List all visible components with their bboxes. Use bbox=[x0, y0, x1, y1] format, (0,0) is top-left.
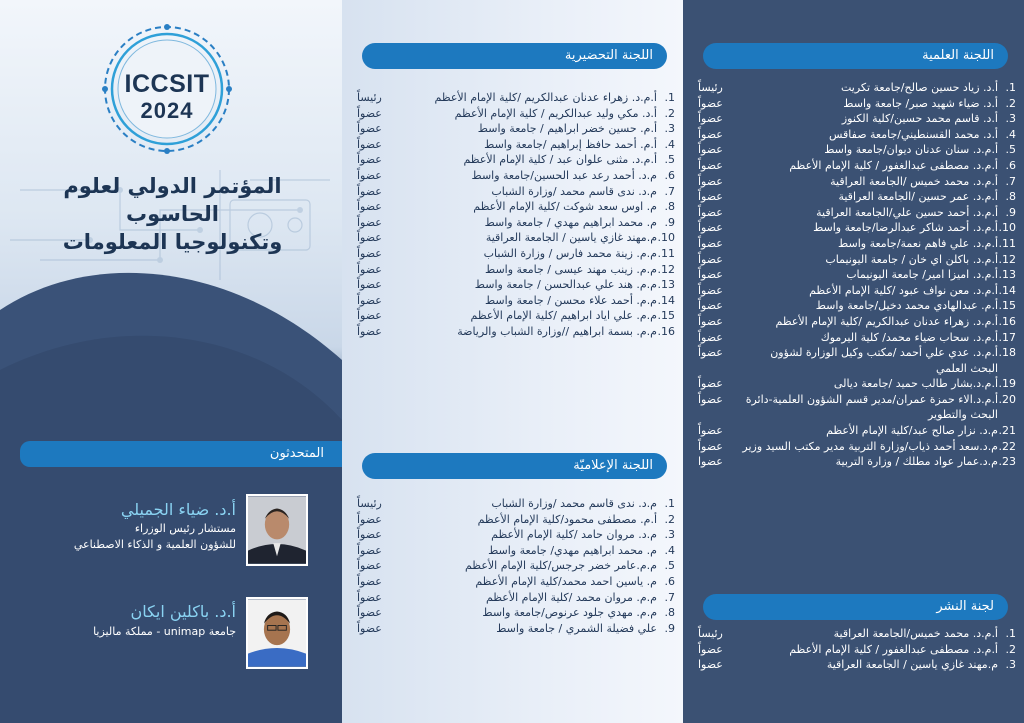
member-number: 8. bbox=[1005, 190, 1016, 204]
member-role: عضوا bbox=[698, 658, 723, 672]
member-name: م.م. علي اياد ابراهيم /كلية الإمام الأعظم bbox=[470, 309, 657, 323]
committee-member bbox=[698, 392, 1016, 423]
member-name: م.م.عامر خضر جرجس/كلية الإمام الأعظم bbox=[464, 559, 657, 573]
speaker-2-title-line1: جامعة unimap - مملكة ماليزيا bbox=[93, 625, 236, 638]
committee-member bbox=[698, 376, 1016, 392]
member-number: 3. bbox=[1005, 112, 1016, 126]
committee-member bbox=[357, 246, 675, 262]
member-role: عضواً bbox=[357, 200, 382, 214]
member-number: 7. bbox=[1005, 174, 1016, 188]
member-number: 5. bbox=[1005, 143, 1016, 157]
member-role: عضواً bbox=[357, 559, 382, 573]
member-number: 12. bbox=[998, 252, 1016, 266]
member-role: عضواً bbox=[357, 293, 382, 307]
committee-member bbox=[698, 142, 1016, 158]
committee-member bbox=[357, 308, 675, 324]
member-name: أ.م.د. زهراء عدنان عبدالكريم /كلية الإمام الأعظم bbox=[434, 91, 657, 104]
committee-member bbox=[698, 220, 1016, 236]
committee-member bbox=[698, 283, 1016, 299]
committee-member bbox=[357, 574, 675, 590]
member-role: عضواً bbox=[357, 168, 382, 182]
committee-member bbox=[698, 205, 1016, 221]
member-name: م. محمد ابراهيم مهدي / جامعة واسط bbox=[484, 215, 657, 229]
member-role: عضواً bbox=[698, 314, 723, 328]
member-number: 2. bbox=[1005, 642, 1016, 656]
member-number: 2. bbox=[1005, 96, 1016, 110]
member-name: م.م. مروان محمد /كلية الإمام الأعظم bbox=[485, 590, 657, 604]
committee-member bbox=[698, 96, 1016, 112]
member-name: أ.م.د.بشار طالب حميد /جامعة ديالى bbox=[833, 377, 998, 391]
committee-member bbox=[698, 454, 1016, 470]
member-role: عضواً bbox=[698, 127, 723, 141]
member-number: 12. bbox=[657, 262, 675, 276]
committee-member bbox=[357, 230, 675, 246]
conference-title: المؤتمر الدولي لعلوم الحاسوب وتكنولوجيا المعلومات bbox=[62, 174, 283, 254]
committee-member bbox=[698, 439, 1016, 455]
publishing-committee-heading: لجنة النشر bbox=[703, 594, 1008, 620]
committee-member bbox=[357, 137, 675, 153]
member-role: عضواً bbox=[357, 215, 382, 229]
committee-member bbox=[357, 184, 675, 200]
member-role: عضواً bbox=[357, 574, 382, 588]
member-name: م.د. نزار صالح عبد/كلية الإمام الأعظم bbox=[826, 424, 998, 438]
member-name: أ.م.د.الاء حمزة عمران/مدير قسم الشؤون العلمية-دائرة البحث والتطوير bbox=[745, 392, 998, 422]
member-name: أ.م.د. عمر حسين /الجامعة العراقية bbox=[838, 190, 998, 204]
member-role: عضواً bbox=[698, 143, 723, 157]
member-number: 23. bbox=[998, 455, 1016, 469]
committee-member bbox=[698, 330, 1016, 346]
committee-member bbox=[698, 298, 1016, 314]
member-role: عضواً bbox=[357, 153, 382, 167]
committee-member bbox=[698, 626, 1016, 642]
member-role: عضواً bbox=[698, 283, 723, 297]
member-role: عضواً bbox=[698, 252, 723, 266]
member-number: 15. bbox=[998, 299, 1016, 313]
committee-member bbox=[698, 267, 1016, 283]
member-name: أ.د. ضياء شهيد صبر/ جامعة واسط bbox=[843, 96, 998, 110]
member-name: علي فضيلة الشمري / جامعة واسط bbox=[496, 621, 657, 635]
member-name: أ.د. قاسم محمد حسين/كلية الكنوز bbox=[841, 112, 998, 126]
member-role: عضواً bbox=[698, 346, 723, 360]
member-role: عضواً bbox=[698, 299, 723, 313]
member-name: أ.م. مصطفى محمود/كلية الإمام الأعظم bbox=[477, 512, 657, 526]
member-number: 13. bbox=[657, 278, 675, 292]
logo-title: ICCSIT bbox=[124, 70, 210, 98]
member-name: أ.م.د. مثنى علوان عبد / كلية الإمام الأعظم bbox=[463, 153, 657, 167]
member-role: عضواً bbox=[357, 278, 382, 292]
committee-member bbox=[698, 657, 1016, 673]
member-role: عضواً bbox=[357, 231, 382, 245]
member-role: عضواً bbox=[698, 377, 723, 391]
committee-member bbox=[357, 512, 675, 528]
member-name: م.د. مروان حامد /كلية الإمام الأعظم bbox=[491, 528, 657, 542]
member-number: 14. bbox=[657, 293, 675, 307]
committee-member bbox=[357, 168, 675, 184]
member-number: 22. bbox=[998, 439, 1016, 453]
member-role: عضواً bbox=[357, 543, 382, 557]
member-number: 15. bbox=[657, 309, 675, 323]
member-number: 6. bbox=[1005, 158, 1016, 172]
committee-member bbox=[698, 127, 1016, 143]
committees-middle-panel bbox=[342, 0, 683, 723]
scientific-committee-heading: اللجنة العلمية bbox=[703, 43, 1008, 69]
member-role: رئيساً bbox=[357, 497, 382, 510]
committee-member bbox=[357, 199, 675, 215]
member-number: 10. bbox=[998, 221, 1016, 235]
committee-member bbox=[357, 277, 675, 293]
member-name: أ.م. أحمد حافظ إبراهيم /جامعة واسط bbox=[484, 137, 657, 151]
member-name: أ.م.د. اميزا امير/ جامعة اليونيماب bbox=[846, 268, 998, 282]
member-number: 9. bbox=[664, 621, 675, 635]
member-name: م.م. مهدي جلود عرنوص/جامعة واسط bbox=[482, 606, 657, 620]
member-role: عضواً bbox=[357, 606, 382, 620]
member-name: أ.م. عبدالهادي محمد دخيل/جامعة واسط bbox=[815, 299, 998, 313]
member-name: م.م. هند علي عبدالحسن / جامعة واسط bbox=[474, 278, 657, 292]
member-role: عضواً bbox=[698, 236, 723, 250]
member-role: عضواً bbox=[357, 324, 382, 338]
committee-member bbox=[357, 543, 675, 559]
member-role: عضواً bbox=[698, 205, 723, 219]
committee-member bbox=[698, 236, 1016, 252]
member-name: أ.م.د. زهراء عدنان عبدالكريم /كلية الإمام الأعظم bbox=[775, 314, 998, 328]
member-number: 20. bbox=[998, 392, 1016, 406]
member-role: عضواً bbox=[357, 122, 382, 136]
member-name: م.مهند غازي ياسين / الجامعة العراقية bbox=[485, 231, 657, 245]
member-name: أ.م.د. محمد خميس /الجامعة العراقية bbox=[830, 174, 998, 188]
member-name: م.م. أحمد علاء محسن / جامعة واسط bbox=[484, 293, 657, 307]
member-role: عضواً bbox=[357, 246, 382, 260]
committee-member bbox=[357, 527, 675, 543]
member-number: 7. bbox=[664, 184, 675, 198]
member-number: 16. bbox=[998, 314, 1016, 328]
speaker-1-title-line2: للشؤون العلمية و الذكاء الاصطناعي bbox=[73, 538, 236, 551]
member-number: 10. bbox=[657, 231, 675, 245]
member-name: م.مهند غازي ياسين / الجامعة العراقية bbox=[826, 658, 998, 672]
member-name: أ.م.د. علي فاهم نعمة/جامعة واسط bbox=[838, 236, 998, 250]
member-role: عضواً bbox=[698, 439, 723, 453]
member-name: م.م. زينب مهند عيسى / جامعة واسط bbox=[485, 262, 657, 276]
member-number: 4. bbox=[664, 543, 675, 557]
speaker-2-name: أ.د. باكلين ايكان bbox=[130, 602, 236, 621]
speakers-heading: المتحدثون bbox=[20, 441, 342, 467]
member-name: أ.م.د. محمد خميس/الجامعة العراقية bbox=[833, 627, 998, 640]
member-name: أ.م.د. أحمد شاكر عبدالرضا/جامعة واسط bbox=[813, 221, 998, 235]
member-role: عضواً bbox=[357, 106, 382, 120]
committee-member bbox=[357, 293, 675, 309]
member-name: م.د. ندى قاسم محمد /وزارة الشباب bbox=[491, 184, 657, 198]
preparatory-committee-list bbox=[357, 90, 675, 340]
member-role: عضواً bbox=[698, 424, 723, 438]
committee-member bbox=[357, 106, 675, 122]
member-role: عضواً bbox=[698, 221, 723, 235]
member-number: 1. bbox=[664, 497, 675, 510]
committee-member bbox=[357, 605, 675, 621]
member-name: م.د.عمار عواد مطلك / وزارة التربية bbox=[835, 455, 998, 469]
member-name: م.م. بسمة ابراهيم //وزارة الشباب والرياضة bbox=[457, 324, 657, 338]
member-number: 11. bbox=[998, 236, 1016, 250]
member-number: 17. bbox=[998, 330, 1016, 344]
committee-member bbox=[357, 621, 675, 637]
member-number: 1. bbox=[1005, 81, 1016, 94]
logo-year: 2024 bbox=[140, 98, 194, 123]
member-number: 6. bbox=[664, 168, 675, 182]
member-number: 3. bbox=[1005, 658, 1016, 672]
committee-member bbox=[698, 423, 1016, 439]
member-name: أ.م.د. سنان عدنان ديوان/جامعة واسط bbox=[824, 143, 998, 157]
speaker-1-name: أ.د. ضياء الجميلي bbox=[120, 500, 236, 519]
member-name: أ.م.د. مصطفى عبدالغفور / كلية الإمام الأعظم bbox=[789, 642, 998, 656]
member-number: 2. bbox=[664, 106, 675, 120]
member-number: 9. bbox=[664, 215, 675, 229]
member-role: رئيساً bbox=[357, 91, 382, 104]
scientific-committee-list bbox=[698, 80, 1016, 470]
member-number: 3. bbox=[664, 122, 675, 136]
member-name: أ.م.د. باكلن اي خان / جامعة اليونيماب bbox=[825, 252, 998, 266]
member-role: عضواً bbox=[357, 512, 382, 526]
cover-panel bbox=[0, 0, 342, 723]
committee-member bbox=[357, 215, 675, 231]
committee-member bbox=[357, 496, 675, 512]
member-name: أ.م.د. عدي علي أحمد /مكتب وكيل الوزارة لشؤون البحث العلمي bbox=[770, 346, 998, 375]
member-role: عضوا bbox=[698, 455, 723, 469]
member-number: 5. bbox=[664, 559, 675, 573]
member-name: أ.د. زياد حسين صالح/جامعة تكريت bbox=[840, 81, 998, 94]
member-number: 21. bbox=[998, 424, 1016, 438]
member-name: أ.د. مكي وليد عبدالكريم / كلية الإمام الأعظم bbox=[454, 106, 657, 120]
member-role: عضواً bbox=[698, 268, 723, 282]
member-number: 7. bbox=[664, 590, 675, 604]
member-role: رئيساً bbox=[698, 81, 723, 94]
member-number: 2. bbox=[664, 512, 675, 526]
member-role: عضواً bbox=[698, 174, 723, 188]
speaker-photo-2 bbox=[246, 597, 308, 669]
member-name: أ.م.د. معن نواف عبود /كلية الإمام الأعظم bbox=[809, 283, 998, 297]
committee-member bbox=[698, 189, 1016, 205]
member-name: م. ياسين احمد محمد/كلية الإمام الأعظم bbox=[475, 574, 657, 588]
committee-member bbox=[698, 111, 1016, 127]
committee-member bbox=[698, 252, 1016, 268]
member-number: 1. bbox=[1005, 627, 1016, 640]
member-role: رئيساً bbox=[698, 627, 723, 640]
committee-member bbox=[357, 262, 675, 278]
committee-member bbox=[698, 314, 1016, 330]
member-role: عضواً bbox=[698, 190, 723, 204]
member-role: عضواً bbox=[357, 528, 382, 542]
media-committee-heading: اللجنة الإعلاميّة bbox=[362, 453, 667, 479]
committee-member bbox=[698, 345, 1016, 376]
committee-member bbox=[698, 642, 1016, 658]
media-committee-list bbox=[357, 496, 675, 636]
member-number: 1. bbox=[664, 91, 675, 104]
preparatory-committee-heading: اللجنة التحضيرية bbox=[362, 43, 667, 69]
member-name: أ.م.د. سحاب ضياء محمد/ كلية اليرموك bbox=[820, 330, 998, 344]
committee-member bbox=[698, 174, 1016, 190]
member-number: 18. bbox=[998, 346, 1016, 360]
member-number: 8. bbox=[664, 200, 675, 214]
member-number: 11. bbox=[657, 246, 675, 260]
member-role: عضواً bbox=[357, 621, 382, 635]
member-number: 19. bbox=[998, 377, 1016, 391]
member-name: أ.م. حسين خضر ابراهيم / جامعة واسط bbox=[477, 122, 657, 136]
member-number: 3. bbox=[664, 528, 675, 542]
member-name: م. محمد ابراهيم مهدي/ جامعة واسط bbox=[488, 543, 657, 557]
member-name: م.د.سعد أحمد ذياب/وزارة التربية مدير مكتب السيد وزير bbox=[742, 439, 998, 453]
member-name: أ.م.د. مصطفى عبدالغفور / كلية الإمام الأعظم bbox=[789, 158, 998, 172]
member-name: م.د. أحمد رعد عبد الحسين/جامعة واسط bbox=[471, 168, 657, 182]
member-number: 14. bbox=[998, 283, 1016, 297]
member-role: عضواً bbox=[698, 158, 723, 172]
publishing-committee-list bbox=[698, 626, 1016, 673]
member-role: عضواً bbox=[698, 642, 723, 656]
member-number: 4. bbox=[664, 137, 675, 151]
member-role: عضواً bbox=[357, 262, 382, 276]
committee-member bbox=[357, 324, 675, 340]
member-name: أ.د. محمد القسنطيني/جامعة صفاقس bbox=[829, 127, 998, 141]
member-number: 9. bbox=[1005, 205, 1016, 219]
member-number: 13. bbox=[998, 268, 1016, 282]
committee-member bbox=[357, 590, 675, 606]
member-number: 5. bbox=[664, 153, 675, 167]
committee-member bbox=[357, 90, 675, 106]
member-name: م. اوس سعد شوكت /كلية الإمام الأعظم bbox=[473, 200, 657, 214]
member-role: عضواً bbox=[698, 330, 723, 344]
speaker-1-title-line1: مستشار رئيس الوزراء bbox=[134, 522, 236, 535]
member-name: أ.م.د. أحمد حسين علي/الجامعة العراقية bbox=[816, 205, 998, 219]
committee-member bbox=[357, 152, 675, 168]
member-number: 8. bbox=[664, 606, 675, 620]
member-role: عضواً bbox=[698, 96, 723, 110]
member-name: م.م. زينة محمد فارس / وزارة الشباب bbox=[483, 246, 657, 260]
committee-member bbox=[698, 80, 1016, 96]
committee-member bbox=[357, 121, 675, 137]
committee-member bbox=[357, 558, 675, 574]
speaker-photo-1 bbox=[246, 494, 308, 566]
member-role: عضواً bbox=[698, 392, 723, 406]
committee-member bbox=[698, 158, 1016, 174]
member-role: عضواً bbox=[698, 112, 723, 126]
member-number: 16. bbox=[657, 324, 675, 338]
committees-right-panel bbox=[683, 0, 1024, 723]
member-role: عضواً bbox=[357, 590, 382, 604]
member-role: عضواً bbox=[357, 309, 382, 323]
member-number: 4. bbox=[1005, 127, 1016, 141]
member-number: 6. bbox=[664, 574, 675, 588]
member-role: عضواً bbox=[357, 137, 382, 151]
member-role: عضواً bbox=[357, 184, 382, 198]
member-name: م.د. ندى قاسم محمد /وزارة الشباب bbox=[491, 497, 657, 510]
